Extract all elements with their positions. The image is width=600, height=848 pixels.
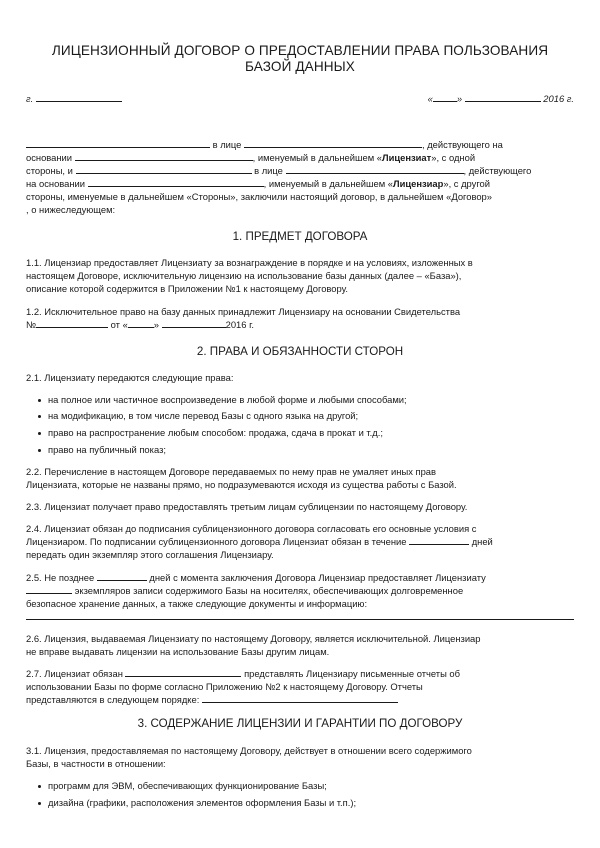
- party2-blank: [76, 165, 252, 174]
- day-blank: [433, 93, 457, 102]
- p25-documents-blank: [26, 611, 574, 620]
- section1-heading: 1. ПРЕДМЕТ ДОГОВОРА: [232, 230, 368, 243]
- text: в лице: [212, 139, 242, 150]
- licensee-term: Лицензиат: [382, 152, 432, 163]
- licensor-term: Лицензиар: [393, 178, 444, 189]
- certificate-month-blank: [162, 319, 226, 328]
- party1-blank: [26, 139, 210, 148]
- right-item-2: на модификацию, в том числе перевод Базы с одного языка на другой;: [48, 410, 359, 421]
- p24-line-1: 2.4. Лицензиат обязан до подписания сублицензионного договора согласовать его основные условия с: [26, 523, 477, 534]
- bullet-dot: [38, 802, 41, 805]
- bullet-dot: [38, 415, 41, 418]
- p23: 2.3. Лицензиат получает право предоставлять третьим лицам сублицензии по настоящему Договору.: [26, 501, 468, 512]
- text: 2016 г.: [225, 319, 254, 330]
- party1-rep-blank: [244, 139, 422, 148]
- certificate-day-blank: [128, 319, 154, 328]
- bullet-dot: [38, 785, 41, 788]
- certificate-number-blank: [36, 319, 108, 328]
- parties-line-3: [26, 165, 574, 176]
- text: Лицензиаром. По подписании сублицензионного договора Лицензиат обязан в течение: [26, 536, 407, 547]
- section3-heading: 3. СОДЕРЖАНИЕ ЛИЦЕНЗИИ И ГАРАНТИИ ПО ДОГОВОРУ: [137, 717, 463, 730]
- bullet-dot: [38, 399, 41, 402]
- right-item-3: право на распространение любым способом: продажа, сдача в прокат и т.д.;: [48, 427, 383, 438]
- p25-line-3: безопасное хранение данных, а также следующие документы и информацию:: [26, 598, 368, 609]
- p27-period-blank: [125, 668, 241, 677]
- scope-item-2: дизайна (графики, расположения элементов оформления Базы и т.п.);: [48, 797, 357, 808]
- p25-copies-blank: [26, 585, 72, 594]
- bullet-dot: [38, 432, 41, 435]
- city-field: [26, 93, 122, 104]
- text: », с другой: [443, 178, 491, 189]
- text: 2.7. Лицензиат обязан: [26, 668, 123, 679]
- p25-line-2: [26, 585, 574, 596]
- date-quote-close: »: [456, 93, 463, 104]
- text: стороны, и: [26, 165, 73, 176]
- parties-line-4: [26, 178, 574, 189]
- p25-days-blank: [97, 572, 147, 581]
- p27-line-2: использовании Базы по форме согласно Приложению №2 к настоящему Договору. Отчеты: [26, 681, 423, 692]
- p12-line-2: [26, 319, 574, 330]
- parties-line-2: [26, 152, 574, 163]
- party1-basis-blank: [75, 152, 253, 161]
- p11-line-3: описание которой содержится в Приложении №1 к настоящему Договору.: [26, 283, 348, 294]
- party2-basis-blank: [88, 178, 264, 187]
- p11-line-2: настоящем Договоре, исключительную лицензию на использование базы данных (далее – «База»),: [26, 270, 462, 281]
- p22-line-1: 2.2. Перечисление в настоящем Договоре передаваемых по нему прав не умаляет иных прав: [26, 466, 436, 477]
- text: основании: [26, 152, 73, 163]
- text: представляются в следующем порядке:: [26, 694, 200, 705]
- parties-line-1: [26, 139, 574, 150]
- date-quote-open: «: [427, 93, 433, 104]
- date-field: [428, 93, 574, 104]
- p21: 2.1. Лицензиату передаются следующие права:: [26, 372, 234, 383]
- text: , именуемый в дальнейшем «: [263, 178, 393, 189]
- p26-line-1: 2.6. Лицензия, выдаваемая Лицензиату по настоящему Договору, является исключительной. Лицензиар: [26, 633, 481, 644]
- text: экземпляров записи содержимого Базы на носителях, обеспечивающих долговременное: [74, 585, 464, 596]
- text: 2.5. Не позднее: [26, 572, 95, 583]
- p31-line-2: Базы, в частности в отношении:: [26, 758, 166, 769]
- month-blank: [465, 93, 541, 102]
- text: , действующего: [463, 165, 532, 176]
- text: »: [153, 319, 160, 330]
- text: на основании: [26, 178, 86, 189]
- p27-line-3: [26, 694, 574, 705]
- right-item-4: право на публичный показ;: [48, 444, 166, 455]
- text: в лице: [254, 165, 283, 176]
- document-title: [20, 43, 580, 75]
- p27-line-1: [26, 668, 574, 679]
- city-prefix: г.: [26, 93, 34, 104]
- text: от «: [110, 319, 128, 330]
- text: представлять Лицензиару письменные отчеты об: [244, 668, 461, 679]
- p26-line-2: не вправе выдавать лицензии на использование Базы другим лицам.: [26, 646, 330, 657]
- p11-line-1: 1.1. Лицензиар предоставляет Лицензиату за вознаграждение в порядке и на условиях, изложенных в: [26, 257, 473, 268]
- parties-line-5: стороны, именуемые в дальнейшем «Стороны», заключили настоящий договор, в дальнейшем «Договор»: [26, 191, 492, 202]
- p24-line-3: передать один экземпляр этого соглашения Лицензиару.: [26, 549, 274, 560]
- title-line-2: БАЗОЙ ДАННЫХ: [245, 59, 355, 74]
- city-blank: [36, 93, 122, 102]
- text: , именуемый в дальнейшем «: [252, 152, 383, 163]
- text: дней с момента заключения Договора Лицензиар предоставляет Лицензиату: [149, 572, 486, 583]
- parties-line-6: , о нижеследующем:: [26, 204, 116, 215]
- title-line-1: ЛИЦЕНЗИОННЫЙ ДОГОВОР О ПРЕДОСТАВЛЕНИИ ПРАВА ПОЛЬЗОВАНИЯ: [51, 43, 549, 58]
- p12-line-1: 1.2. Исключительное право на базу данных принадлежит Лицензиару на основании Свидетельства: [26, 306, 461, 317]
- p22-line-2: Лицензиата, которые не названы прямо, но подразумеваются исходя из существа работы с Базой.: [26, 479, 457, 490]
- p25-line-4: [26, 611, 574, 622]
- p24-line-2: [26, 536, 574, 547]
- text: дней: [471, 536, 493, 547]
- p25-line-1: [26, 572, 574, 583]
- date-year: 2016 г.: [543, 93, 574, 104]
- p31-line-1: 3.1. Лицензия, предоставляемая по настоящему Договору, действует в отношении всего содержимого: [26, 745, 472, 756]
- p27-order-blank: [202, 694, 398, 703]
- section2-heading: 2. ПРАВА И ОБЯЗАННОСТИ СТОРОН: [196, 345, 404, 358]
- scope-item-1: программ для ЭВМ, обеспечивающих функционирование Базы;: [48, 780, 327, 791]
- text: , действующего на: [422, 139, 503, 150]
- party2-rep-blank: [286, 165, 464, 174]
- text: №: [26, 319, 37, 330]
- p24-days-blank: [409, 536, 469, 545]
- right-item-1: на полное или частичное воспроизведение в любой форме и любыми способами;: [48, 394, 407, 405]
- text: », с одной: [431, 152, 476, 163]
- bullet-dot: [38, 449, 41, 452]
